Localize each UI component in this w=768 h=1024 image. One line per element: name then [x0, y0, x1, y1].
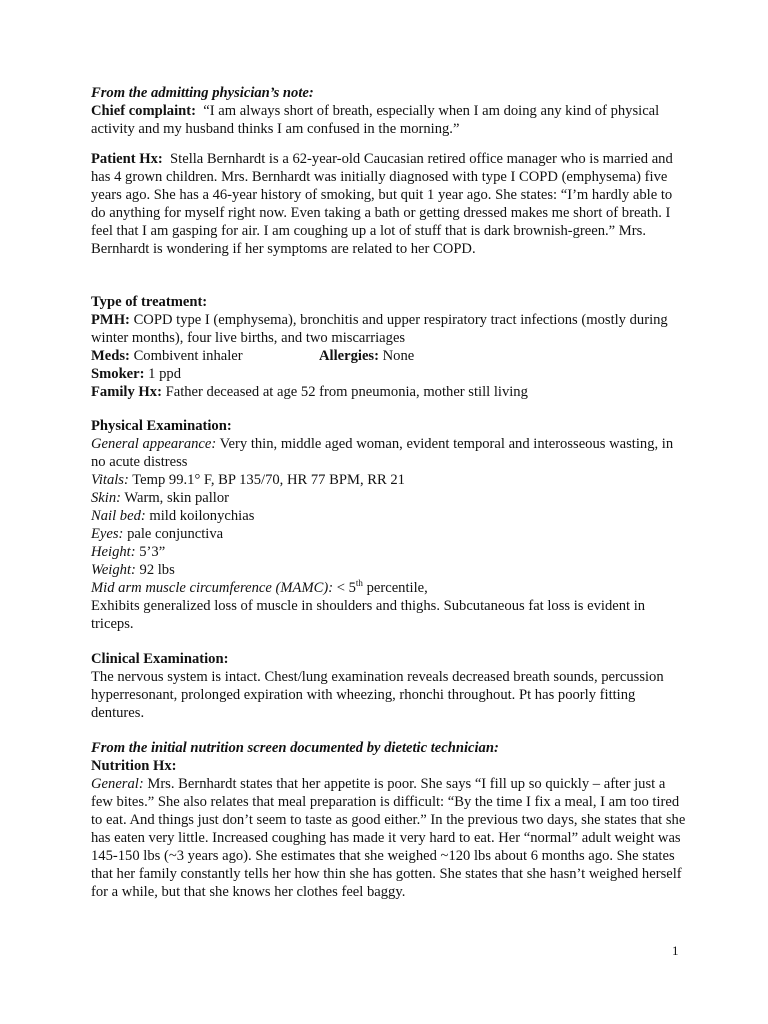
allergies-label: Allergies: — [319, 348, 379, 364]
admitting-section — [91, 84, 687, 138]
eyes-label: Eyes: — [91, 526, 124, 542]
chief-complaint-text: “I am always short of breath, especially when I am doing any kind of physical activity and my husband thinks I am confused in the morning.” — [91, 103, 660, 137]
weight-line — [91, 561, 687, 579]
chief-complaint-label: Chief complaint: — [91, 103, 196, 119]
physical-heading: Physical Examination: — [91, 418, 232, 434]
treatment-heading: Type of treatment: — [91, 294, 208, 310]
family-hx-line — [91, 383, 687, 401]
pmh-text: COPD type I (emphysema), bronchitis and upper respiratory tract infections (mostly during winter months), four live births, and two miscarriages — [91, 312, 668, 346]
clinical-text: The nervous system is intact. Chest/lung examination reveals decreased breath sounds, percussion hyperresonant, prolonged expiration with wheezing, rhonchi throughout. Pt has poorly fitting dentures. — [91, 669, 664, 721]
nutrition-hx-label: Nutrition Hx: — [91, 758, 177, 774]
mamc-line — [91, 579, 687, 597]
height-label: Height: — [91, 544, 136, 560]
weight-text: 92 lbs — [139, 562, 175, 578]
nail-bed-label: Nail bed: — [91, 508, 146, 524]
page-number: 1 — [672, 943, 679, 958]
height-line — [91, 543, 687, 561]
general-appearance-line — [91, 435, 687, 471]
height-text: 5’3” — [139, 544, 166, 560]
vitals-label: Vitals: — [91, 472, 129, 488]
pmh-label: PMH: — [91, 312, 130, 328]
weight-label: Weight: — [91, 562, 136, 578]
nutrition-general — [91, 775, 687, 901]
nail-bed-line — [91, 507, 687, 525]
clinical-section — [91, 650, 687, 722]
mamc-suffix: percentile, — [366, 580, 428, 596]
eyes-text: pale conjunctiva — [127, 526, 224, 542]
general-appearance-label: General appearance: — [91, 436, 217, 452]
patient-hx-section — [91, 150, 687, 258]
muscle-loss-text: Exhibits generalized loss of muscle in shoulders and thighs. Subcutaneous fat loss is evident in triceps. — [91, 598, 646, 632]
family-hx-label: Family Hx: — [91, 384, 162, 400]
mamc-superscript: th — [355, 578, 363, 589]
mamc-label: Mid arm muscle circumference (MAMC): — [91, 580, 334, 596]
nutrition-general-text: Mrs. Bernhardt states that her appetite is poor. She says “I fill up so quickly – after just a few bites.” She also relates that meal preparation is difficult: “By the time I fix a meal, I am too tired to eat. And things just don’t seem to taste as good either.” In the previous two days, she states that she has eaten very little. Increased coughing has made it very hard to eat. Her “normal” adult weight was 145-150 lbs (~3 years ago). She estimates that she weighed ~120 lbs about 6 months ago. She states that her family constantly tells her how thin she has gotten. She states that she hasn’t weighed herself for a while, but that she knows her clothes feel baggy. — [91, 776, 686, 900]
family-hx-text: Father deceased at age 52 from pneumonia, mother still living — [165, 384, 528, 400]
patient-hx-text: Stella Bernhardt is a 62-year-old Caucasian retired office manager who is married and has 4 grown children. Mrs. Bernhardt was initially diagnosed with type I COPD (emphysema) five years ago. She has a 46-year history of smoking, but quit 1 year ago. She states: “I’m hardly able to do anything for myself right now. Even taking a bath or getting dressed makes me short of breath. I feel that I am gasping for air. I am coughing up a lot of stuff that is dark brownish-green.” Mrs. Bernhardt is wondering if her symptoms are related to her COPD. — [91, 151, 673, 257]
patient-hx-label: Patient Hx: — [91, 151, 163, 167]
admitting-heading: From the admitting physician’s note: — [91, 85, 314, 101]
nutrition-section — [91, 739, 687, 901]
meds-text: Combivent inhaler — [133, 348, 243, 364]
smoker-label: Smoker: — [91, 366, 145, 382]
nutrition-heading: From the initial nutrition screen documented by dietetic technician: — [91, 740, 499, 756]
skin-label: Skin: — [91, 490, 121, 506]
smoker-text: 1 ppd — [148, 366, 182, 382]
nutrition-general-label: General: — [91, 776, 144, 792]
pmh-line — [91, 311, 687, 347]
physical-section — [91, 417, 687, 633]
mamc-value: < 5 — [336, 580, 356, 596]
vitals-line — [91, 471, 687, 489]
allergies-text: None — [382, 348, 415, 364]
nail-bed-text: mild koilonychias — [149, 508, 255, 524]
eyes-line — [91, 525, 687, 543]
meds-label: Meds: — [91, 348, 130, 364]
smoker-line — [91, 365, 687, 383]
treatment-section — [91, 293, 687, 401]
skin-line — [91, 489, 687, 507]
clinical-heading: Clinical Examination: — [91, 651, 229, 667]
vitals-text: Temp 99.1° F, BP 135/70, HR 77 BPM, RR 21 — [132, 472, 405, 488]
general-appearance-text: Very thin, middle aged woman, evident temporal and interosseous wasting, in no acute distress — [91, 436, 674, 470]
meds-allergies-line — [91, 347, 687, 365]
skin-text: Warm, skin pallor — [124, 490, 229, 506]
